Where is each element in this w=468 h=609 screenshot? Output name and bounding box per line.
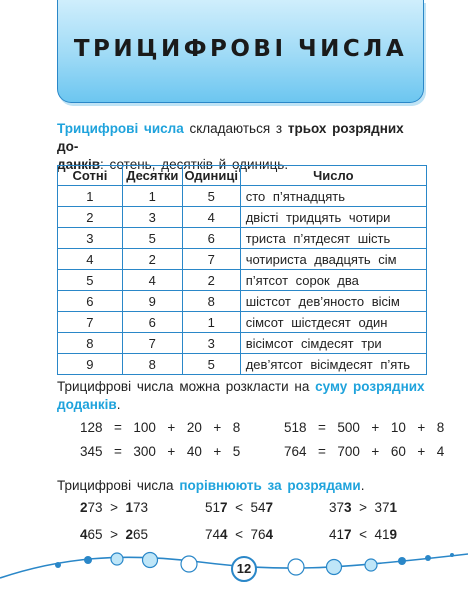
decompose-paragraph (57, 378, 429, 414)
comparison: 273 > 173 (80, 500, 149, 515)
equation: 518 = 500 + 10 + 8 (284, 420, 445, 435)
comparison: 373 > 371 (329, 500, 398, 515)
table-row (58, 270, 427, 291)
compared-digit: 2 (125, 527, 133, 542)
hundreds-cell: 9 (58, 354, 123, 375)
table-row (58, 312, 427, 333)
intro-text-1: складаються з (183, 121, 288, 136)
intro-text-2: : сотень, десятків й одиниць. (100, 157, 289, 172)
compared-digit: 9 (389, 527, 398, 542)
compared-digit: 1 (125, 500, 133, 515)
compare-text-2: . (360, 478, 365, 493)
number-words-cell: дев’ятсот вісімдесят п’ять (240, 354, 426, 375)
compare-operator: < (235, 500, 243, 515)
table-row (58, 354, 427, 375)
page-number: 12 (231, 556, 257, 582)
units-cell: 6 (182, 228, 240, 249)
hundreds-cell: 2 (58, 207, 123, 228)
compare-operator: < (235, 527, 243, 542)
comparison: 417 < 419 (329, 527, 398, 542)
number-words-cell: сто п’ятнадцять (240, 186, 426, 207)
decompose-highlight-2: доданків (57, 397, 117, 412)
equation: 128 = 100 + 20 + 8 (80, 420, 241, 435)
number-words-cell: чотириста двадцять сім (240, 249, 426, 270)
hundreds-cell: 5 (58, 270, 123, 291)
table-row (58, 291, 427, 312)
table-row (58, 228, 427, 249)
hundreds-cell: 1 (58, 186, 123, 207)
decompose-text-2: . (116, 397, 121, 412)
tens-cell: 1 (122, 186, 182, 207)
compared-digit: 4 (80, 527, 88, 542)
decompose-text-1: Трицифрові числа можна розкласти на (57, 379, 316, 394)
compare-highlight: порівнюють за розрядами (179, 478, 361, 493)
compared-digit: 1 (389, 500, 398, 515)
number-words-cell: шістсот дев’яносто вісім (240, 291, 426, 312)
header-units: Одиниці (182, 166, 240, 186)
compared-digit: 7 (220, 500, 228, 515)
units-cell: 5 (182, 186, 240, 207)
table-row (58, 249, 427, 270)
tens-cell: 2 (122, 249, 182, 270)
number-words-cell: сімсот шістдесят один (240, 312, 426, 333)
units-cell: 8 (182, 291, 240, 312)
tens-cell: 4 (122, 270, 182, 291)
hundreds-cell: 6 (58, 291, 123, 312)
hundreds-cell: 3 (58, 228, 123, 249)
units-cell: 5 (182, 354, 240, 375)
number-words-cell: вісімсот сімдесят три (240, 333, 426, 354)
compared-digit: 4 (265, 527, 274, 542)
hundreds-cell: 8 (58, 333, 123, 354)
tens-cell: 9 (122, 291, 182, 312)
intro-bold-2: данків (57, 157, 101, 172)
compared-digit: 7 (265, 500, 274, 515)
number-words-cell: п’ятсот сорок два (240, 270, 426, 291)
number-words-cell: триста п’ятдесят шість (240, 228, 426, 249)
equation: 764 = 700 + 60 + 4 (284, 444, 445, 459)
compared-digit: 2 (80, 500, 88, 515)
comparison: 744 < 764 (205, 527, 274, 542)
compare-operator: > (110, 500, 118, 515)
compare-text-1: Трицифрові числа (57, 478, 180, 493)
compared-digit: 4 (220, 527, 228, 542)
number-words-cell: двісті тридцять чотири (240, 207, 426, 228)
hundreds-cell: 7 (58, 312, 123, 333)
comparison: 517 < 547 (205, 500, 274, 515)
table-row (58, 186, 427, 207)
compared-digit: 7 (344, 527, 352, 542)
place-value-table (57, 165, 427, 375)
compare-operator: > (110, 527, 118, 542)
header-tens: Десятки (122, 166, 182, 186)
compare-operator: < (359, 527, 367, 542)
units-cell: 2 (182, 270, 240, 291)
tens-cell: 3 (122, 207, 182, 228)
units-cell: 4 (182, 207, 240, 228)
equation: 345 = 300 + 40 + 5 (80, 444, 241, 459)
comparison: 465 > 265 (80, 527, 149, 542)
compare-operator: > (359, 500, 367, 515)
table-row (58, 207, 427, 228)
intro-term: Трицифрові числа (57, 121, 184, 136)
decompose-highlight-1: суму розрядних (315, 379, 425, 394)
table-header-row (58, 166, 427, 186)
page-title: ТРИЦИФРОВІ ЧИСЛА (73, 36, 408, 62)
intro-bold: трьох розрядних до- (57, 121, 404, 154)
hundreds-cell: 4 (58, 249, 123, 270)
tens-cell: 8 (122, 354, 182, 375)
compare-paragraph (57, 477, 429, 495)
units-cell: 3 (182, 333, 240, 354)
header-number: Число (240, 166, 426, 186)
title-banner (57, 0, 424, 103)
units-cell: 7 (182, 249, 240, 270)
header-hundreds: Сотні (58, 166, 123, 186)
units-cell: 1 (182, 312, 240, 333)
tens-cell: 6 (122, 312, 182, 333)
compared-digit: 3 (344, 500, 352, 515)
tens-cell: 7 (122, 333, 182, 354)
tens-cell: 5 (122, 228, 182, 249)
table-row (58, 333, 427, 354)
